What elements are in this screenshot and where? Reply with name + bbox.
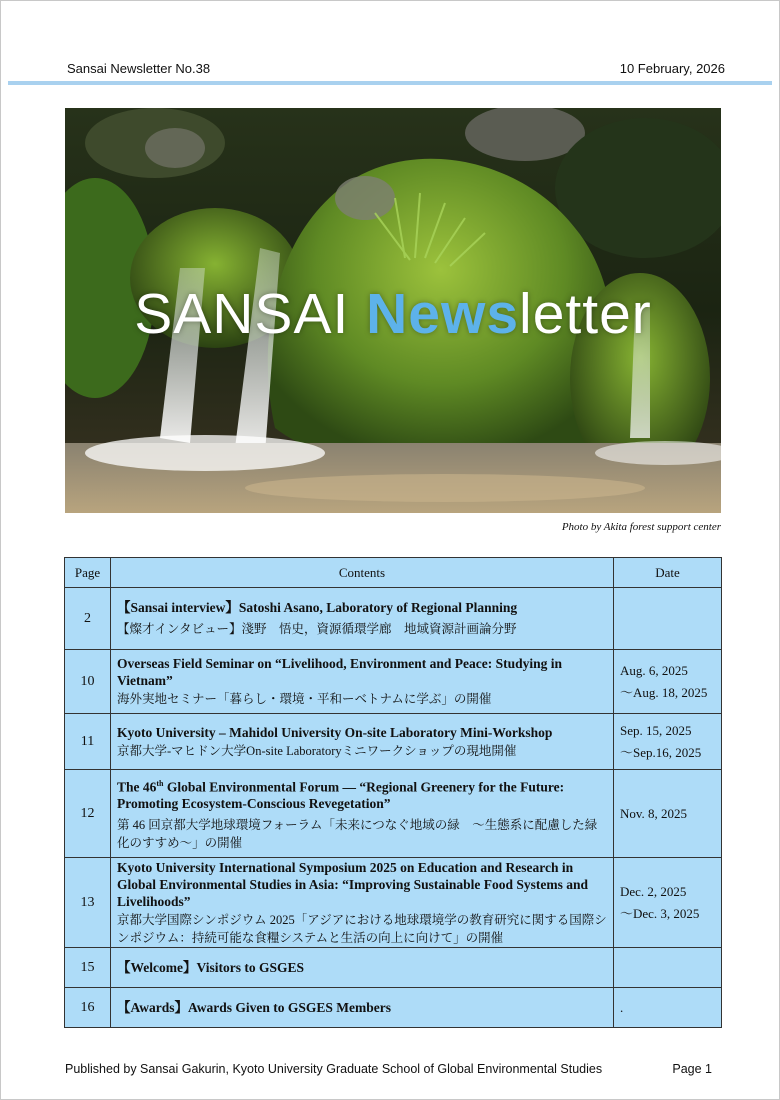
row-title-en[interactable]: 【Sansai interview】Satoshi Asano, Laboratory of Regional Planning [117, 600, 518, 615]
contents-table [64, 557, 722, 1028]
page-header [67, 61, 725, 76]
row-title-en[interactable]: Kyoto University International Symposium 2025 on Education and Research in Global Environmental Studies in Asia: “Improving Sustainable Food Systems and Livelihoods” [117, 859, 588, 909]
table-row [65, 714, 722, 770]
row-date [614, 588, 722, 650]
table-row [65, 858, 722, 948]
row-date [614, 948, 722, 988]
hero-title-highlight: News [366, 282, 520, 346]
row-date [614, 858, 722, 948]
row-date [614, 988, 722, 1028]
issue-date: 10 February, 2026 [619, 61, 725, 76]
row-contents [111, 988, 614, 1028]
hero-title-part2: letter [519, 282, 652, 346]
row-date [614, 714, 722, 770]
row-date-start: Nov. 8, 2025 [620, 805, 688, 821]
row-contents [111, 588, 614, 650]
hero-image [65, 108, 721, 513]
row-date-end: ～Aug. 18, 2025 [620, 684, 708, 700]
header-contents: Contents [111, 558, 614, 588]
table-row [65, 650, 722, 714]
table-header-row [65, 558, 722, 588]
row-title-en[interactable]: 【Welcome】Visitors to GSGES [117, 960, 304, 975]
row-date-end: ～Dec. 3, 2025 [620, 905, 700, 921]
row-contents [111, 858, 614, 948]
row-title-en[interactable]: Overseas Field Seminar on “Livelihood, Environment and Peace: Studying in Vietnam” [117, 656, 563, 688]
table-row [65, 948, 722, 988]
row-date-start: Aug. 6, 2025 [620, 662, 688, 678]
header-date: Date [614, 558, 722, 588]
row-contents [111, 714, 614, 770]
table-row [65, 588, 722, 650]
row-page: 12 [65, 770, 111, 858]
row-title-en[interactable]: 【Awards】Awards Given to GSGES Members [117, 1000, 391, 1015]
hero-title-part1: SANSAI [134, 282, 367, 346]
header-rule [8, 81, 772, 85]
row-date [614, 770, 722, 858]
publisher-line: Published by Sansai Gakurin, Kyoto University Graduate School of Global Environmental Studies [65, 1062, 603, 1076]
row-title-ja: 京都大学国際シンポジウム 2025「アジアにおける地球環境学の教育研究に関する国際シンポジウム：持続可能な食糧システムと生活の向上に向けて」の開催 [117, 912, 607, 945]
row-page: 16 [65, 988, 111, 1028]
table-row [65, 770, 722, 858]
row-contents [111, 948, 614, 988]
table-row [65, 988, 722, 1028]
row-title-ja: 第 46 回京都大学地球環境フォーラム「未来につなぐ地域の緑 ～生態系に配慮した緑化のすすめ～」の開催 [117, 818, 598, 851]
row-date-end: ～Sep.16, 2025 [620, 744, 702, 760]
row-title-ja: 海外実地セミナー「暮らし・環境・平和ーベトナムに学ぶ」の開催 [117, 692, 492, 706]
header-page: Page [65, 558, 111, 588]
row-title-ja: 【燦才インタビュー】淺野 悟史，資源循環学廊 地域資源計画論分野 [117, 622, 517, 636]
row-title-ja: 京都大学-マヒドン大学On-site Laboratoryミニワークショップの現地開催 [117, 743, 517, 758]
row-contents [111, 650, 614, 714]
row-date [614, 650, 722, 714]
newsletter-number: Sansai Newsletter No.38 [67, 61, 211, 76]
row-page: 2 [65, 588, 111, 650]
row-date-start: Sep. 15, 2025 [620, 722, 692, 738]
row-title-en[interactable]: The 46th Global Environmental Forum — “Regional Greenery for the Future: Promoting Ecosystem-Conscious Revegetation” [117, 778, 565, 812]
row-page: 11 [65, 714, 111, 770]
row-page: 15 [65, 948, 111, 988]
row-date-start: Dec. 2, 2025 [620, 883, 687, 899]
hero-title [65, 281, 721, 347]
row-title-en[interactable]: Kyoto University – Mahidol University On-site Laboratory Mini-Workshop [117, 724, 553, 740]
photo-credit: Photo by Akita forest support center [561, 521, 721, 533]
row-page: 10 [65, 650, 111, 714]
page-number: Page 1 [672, 1062, 712, 1076]
page-footer [65, 1062, 712, 1076]
row-page: 13 [65, 858, 111, 948]
row-date-start: . [620, 999, 624, 1015]
row-contents [111, 770, 614, 858]
